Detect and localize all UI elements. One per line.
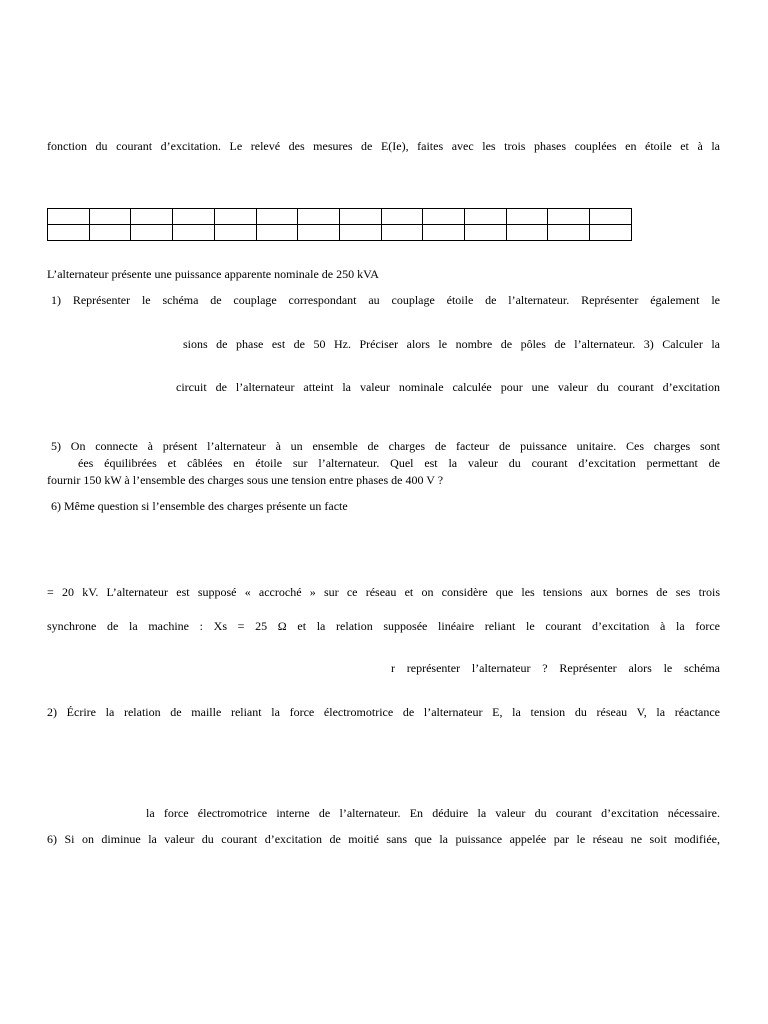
paragraph-line: 1) Représenter le schéma de couplage correspondant au couplage étoile de l’alternateur. Représenter également le bbox=[51, 293, 720, 307]
table-cell bbox=[465, 225, 507, 241]
table-cell bbox=[298, 225, 340, 241]
table-cell bbox=[465, 209, 507, 225]
paragraph-line: 6) Si on diminue la valeur du courant d’excitation de moitié sans que la puissance appelée par le réseau ne soit modifiée, bbox=[47, 832, 720, 846]
table-cell bbox=[256, 209, 298, 225]
paragraph-line: 2) Écrire la relation de maille reliant la force électromotrice de l’alternateur E, la tension du réseau V, la réactance bbox=[47, 705, 720, 719]
paragraph-line: fournir 150 kW à l’ensemble des charges sous une tension entre phases de 400 V ? bbox=[47, 473, 444, 487]
table-cell bbox=[48, 225, 90, 241]
table-cell bbox=[131, 225, 173, 241]
table-cell bbox=[423, 209, 465, 225]
table-cell bbox=[89, 209, 131, 225]
table-cell bbox=[590, 225, 632, 241]
table-cell bbox=[256, 225, 298, 241]
table-row bbox=[48, 225, 632, 241]
table-cell bbox=[89, 225, 131, 241]
table-row bbox=[48, 209, 632, 225]
table-cell bbox=[548, 225, 590, 241]
table-cell bbox=[173, 225, 215, 241]
table-cell bbox=[506, 209, 548, 225]
measurements-table bbox=[47, 208, 632, 241]
table-cell bbox=[381, 209, 423, 225]
table-cell bbox=[590, 209, 632, 225]
paragraph-line: synchrone de la machine : Xs = 25 Ω et la relation supposée linéaire reliant le courant d’excitation à la force bbox=[47, 619, 720, 633]
table-cell bbox=[131, 209, 173, 225]
table-cell bbox=[381, 225, 423, 241]
table-cell bbox=[506, 225, 548, 241]
table-cell bbox=[339, 209, 381, 225]
table-cell bbox=[48, 209, 90, 225]
paragraph-line: r représenter l’alternateur ? Représenter alors le schéma bbox=[391, 661, 720, 675]
table-cell bbox=[423, 225, 465, 241]
paragraph-line: = 20 kV. L’alternateur est supposé « accroché » sur ce réseau et on considère que les tensions aux bornes de ses trois bbox=[47, 585, 720, 599]
paragraph-line: ées équilibrées et câblées en étoile sur l’alternateur. Quel est la valeur du courant d’excitation permettant de bbox=[78, 456, 720, 470]
paragraph-line: L’alternateur présente une puissance apparente nominale de 250 kVA bbox=[47, 267, 379, 281]
table-cell bbox=[548, 209, 590, 225]
table-cell bbox=[298, 209, 340, 225]
paragraph-line: fonction du courant d’excitation. Le relevé des mesures de E(Ie), faites avec les trois phases couplées en étoile et à la bbox=[47, 139, 720, 153]
paragraph-line: 6) Même question si l’ensemble des charges présente un facte bbox=[51, 499, 348, 513]
paragraph-line: sions de phase est de 50 Hz. Préciser alors le nombre de pôles de l’alternateur. 3) Calculer la bbox=[183, 337, 720, 351]
paragraph-line: 5) On connecte à présent l’alternateur à un ensemble de charges de facteur de puissance unitaire. Ces charges sont bbox=[51, 439, 720, 453]
table-cell bbox=[214, 209, 256, 225]
paragraph-line: circuit de l’alternateur atteint la valeur nominale calculée pour une valeur du courant d’excitation bbox=[176, 380, 720, 394]
table-cell bbox=[173, 209, 215, 225]
table-cell bbox=[339, 225, 381, 241]
table-cell bbox=[214, 225, 256, 241]
paragraph-line: la force électromotrice interne de l’alternateur. En déduire la valeur du courant d’excitation nécessaire. bbox=[146, 806, 720, 820]
